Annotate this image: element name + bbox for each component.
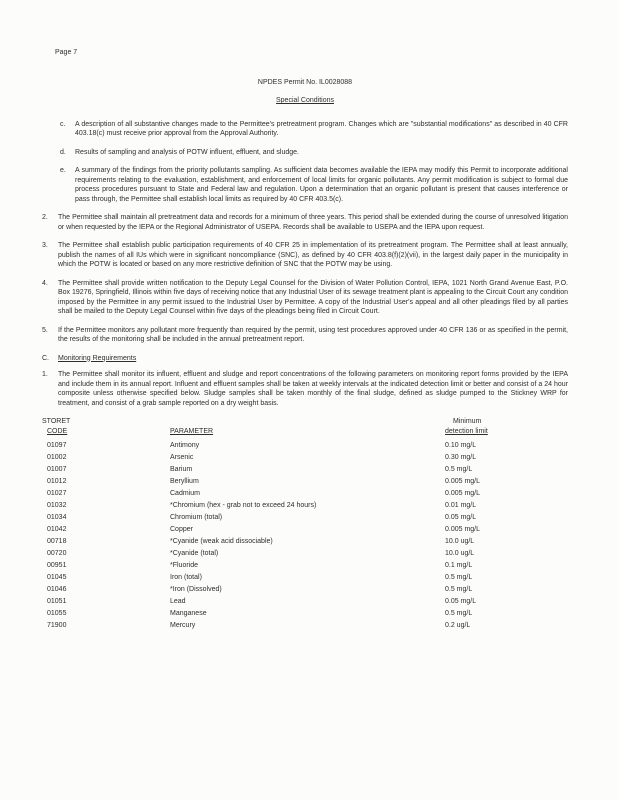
storet-header: STORET [42,418,71,425]
limit-cell: 0.1 mg/L [445,562,473,569]
limit-cell: 0.05 mg/L [445,598,477,605]
table-row [42,548,568,560]
table-row [42,488,568,500]
list-item-c [42,120,568,139]
limit-cell: 0.10 mg/L [445,442,477,449]
list-item-label: d. [60,148,66,156]
parameter-cell: *Chromium (hex - grab not to exceed 24 hours) [170,502,317,509]
limit-cell: 0.005 mg/L [445,478,481,485]
parameter-cell: *Cyanide (weak acid dissociable) [170,538,273,545]
code-cell: 00951 [47,562,67,569]
table-header [42,417,568,437]
list-item-label: 2. [42,214,48,221]
list-item-2 [42,213,568,232]
table-header-line2 [42,427,568,437]
list-item-label: 3. [42,242,48,249]
list-item-text: A description of all substantive changes made to the Permittee's pretreatment program. Changes which are "substantial modifications" as described in 40 CFR 403.18(c) must receive prior approval from the Approval Authority. [75,120,568,137]
section-c-heading-row [42,354,568,364]
page-title: Special Conditions [276,97,334,104]
limit-cell: 0.5 mg/L [445,466,473,473]
table-row [42,500,568,512]
limit-cell: 0.30 mg/L [445,454,477,461]
title-row [42,96,568,106]
list-item-text: The Permittee shall maintain all pretreatment data and records for a minimum of three years. This period shall be extended during the course of unresolved litigation or when requested by the IEPA or the Regional Administrator of USEPA. Records shall be available to USEPA and the IEPA upon request. [58,214,568,231]
code-cell: 01012 [47,478,67,485]
code-cell: 71900 [47,622,67,629]
parameter-cell: *Cyanide (total) [170,550,219,557]
table-row [42,572,568,584]
list-item-label: e. [60,167,66,174]
code-cell: 01046 [47,586,67,593]
page-number: Page 7 [55,49,78,56]
storet-table [42,417,568,632]
code-cell: 01034 [47,514,67,521]
limit-cell: 0.5 mg/L [445,610,473,617]
code-cell: 01051 [47,598,67,605]
monitoring-item-1 [42,370,568,408]
parameter-cell: *Fluoride [170,562,199,569]
limit-cell: 0.005 mg/L [445,526,481,533]
code-cell: 01007 [47,466,67,473]
detection-limit-header: detection limit [445,428,488,435]
list-item-text: The Permittee shall monitor its influent, effluent and sludge and report concentrations of the following parameters on monitoring report forms provided by the IEPA and include them in its annual report. Influent and effluent samples shall be taken at weekly intervals at the indicated detection limit or better and consist of a 24 hour composite unless otherwise specified below. Sludge samples shall be taken monthly of the final sludge, defined as sludge pumped to the Stickney WRP for treatment, and consist of a grab sample reported on a dry weight basis. [58,371,568,407]
limit-cell: 10.0 ug/L [445,550,475,557]
parameter-cell: Copper [170,526,193,533]
code-cell: 01055 [47,610,67,617]
code-cell: 00718 [47,538,67,545]
list-item-text: A summary of the findings from the priority pollutants sampling. As sufficient data becomes available the IEPA may modify this Permit to incorporate additional requirements relating to the evaluation, establishment, and enforcement of local limits for organic pollutants. Any permit modification is subject to formal due process procedures pursuant to State and Federal law and regulation. Upon a determination that an organic pollutant is present that causes interference or pass through, the Permittee shall establish local limits as required by 40 CFR 403.5(c). [75,167,568,203]
limit-cell: 0.005 mg/L [445,490,481,497]
list-item-3 [42,241,568,270]
list-item-label: 5. [42,326,48,334]
parameter-cell: Barium [170,466,193,473]
list-item-text: The Permittee shall establish public participation requirements of 40 CFR 25 in implementation of its pretreatment program. The Permittee shall at least annually, publish the names of all IUs which were in significant noncompliance (SNC), as defined by 40 CFR 403.8(f)(2)(vii), in the largest daily paper in the municipality in which the POTW is located or based on any more restrictive definition of SNC that the POTW may be using. [58,242,568,268]
table-row [42,440,568,452]
list-item-text: Results of sampling and analysis of POTW influent, effluent, and sludge. [75,148,299,156]
section-label: C. [42,354,49,362]
table-row [42,560,568,572]
code-cell: 00720 [47,550,67,557]
table-row [42,536,568,548]
code-cell: 01042 [47,526,67,533]
parameter-cell: Manganese [170,610,207,617]
parameter-cell: Arsenic [170,454,194,461]
code-cell: 01097 [47,442,67,449]
list-item-text: The Permittee shall provide written notification to the Deputy Legal Counsel for the Division of Water Pollution Control, IEPA, 1021 North Grand Avenue East, P.O. Box 19276, Springfield, Illinois within five days of receiving notice that any Industrial User of its sewage treatment plant is appealing to the Circuit Court any condition imposed by the Permittee in any permit issued to the Industrial User by Permittee. A copy of the Industrial User's appeal and all other pleadings filed by all parties shall be mailed to the Deputy Legal Counsel within five days of the pleadings being filed in Circuit Court. [58,279,568,315]
spacer [170,417,445,427]
parameter-cell: Cadmium [170,490,200,497]
list-item-label: c. [60,120,66,128]
code-cell: 01002 [47,454,67,461]
limit-cell: 0.05 mg/L [445,514,477,521]
limit-cell: 0.5 mg/L [445,586,473,593]
table-header-line1 [42,417,568,427]
code-cell: 01032 [47,502,67,509]
parameter-header: PARAMETER [170,428,214,435]
list-item-label: 4. [42,279,48,287]
minimum-header: Minimum [453,418,482,425]
permit-number: NPDES Permit No. IL0028088 [257,78,353,86]
parameter-cell: *Iron (Dissolved) [170,586,222,593]
limit-cell: 0.01 mg/L [445,502,477,509]
table-row [42,596,568,608]
parameter-cell: Lead [170,598,186,605]
table-row [42,524,568,536]
parameter-cell: Iron (total) [170,574,202,581]
table-row [42,476,568,488]
list-item-e [42,166,568,204]
parameter-cell: Antimony [170,442,200,449]
table-row [42,608,568,620]
table-row [42,464,568,476]
code-header: CODE [47,428,68,435]
section-c-heading: Monitoring Requirements [58,354,137,362]
list-item-label: 1. [42,371,48,378]
list-item-d [42,148,568,158]
list-item-text: If the Permittee monitors any pollutant more frequently than required by the permit, using test procedures approved under 40 CFR 136 or as specified in the permit, the results of the monitoring shall be included in the annual pretreatment report. [58,326,568,343]
table-row [42,584,568,596]
list-item-4 [42,279,568,317]
limit-cell: 0.5 mg/L [445,574,473,581]
parameter-cell: Chromium (total) [170,514,223,521]
list-item-5 [42,326,568,345]
code-cell: 01045 [47,574,67,581]
limit-cell: 10.0 ug/L [445,538,475,545]
table-row [42,512,568,524]
parameter-cell: Mercury [170,622,196,629]
parameter-cell: Beryllium [170,478,199,485]
limit-cell: 0.2 ug/L [445,622,471,629]
code-cell: 01027 [47,490,67,497]
table-row [42,620,568,632]
table-row [42,452,568,464]
